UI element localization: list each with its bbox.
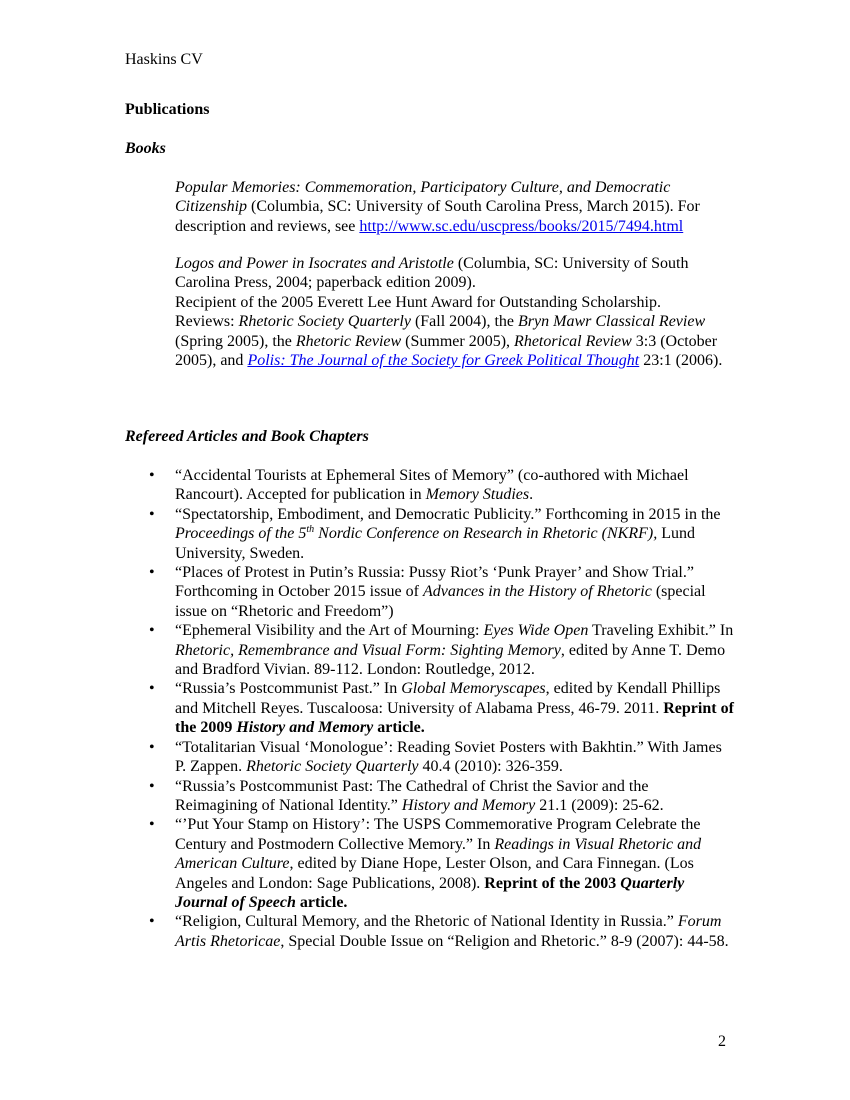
item-text: 21.1 (2009): 25-62. bbox=[535, 796, 664, 814]
bullet-icon: • bbox=[149, 564, 155, 582]
item-text: Traveling Exhibit.” In bbox=[588, 622, 734, 640]
review-text: (Spring 2005), the bbox=[175, 332, 296, 350]
list-item bbox=[149, 563, 735, 621]
item-text: “Places of Protest in Putin’s Russia: Pussy Riot’s ‘Punk Prayer’ and Show Trial.” Forthcoming in October 2015 issue of bbox=[175, 564, 694, 601]
list-item bbox=[149, 777, 735, 816]
item-venue: Global Memoryscapes bbox=[401, 680, 546, 698]
polis-link[interactable]: Polis: The Journal of the Society for Greek Political Thought bbox=[247, 352, 640, 370]
item-text: (special issue on “Rhetoric and Freedom”) bbox=[175, 583, 706, 620]
bullet-icon: • bbox=[149, 913, 155, 931]
review-venue: Bryn Mawr Classical Review bbox=[518, 313, 706, 331]
list-item bbox=[149, 912, 735, 951]
item-venue: Quarterly Journal of Speech bbox=[175, 874, 685, 911]
item-text: , edited by Diane Hope, Lester Olson, and Cara Finnegan. (Los Angeles and London: Sage Publications, 2008). bbox=[175, 855, 694, 892]
bullet-icon: • bbox=[149, 622, 155, 640]
book-entry bbox=[175, 254, 735, 370]
item-text: “Religion, Cultural Memory, and the Rhetoric of National Identity in Russia.” bbox=[175, 913, 678, 931]
reprint-note: article. bbox=[373, 719, 425, 737]
book-entry bbox=[175, 178, 735, 236]
reviews-intro: Reviews: bbox=[175, 313, 239, 331]
reprint-note: Reprint of the 2009 bbox=[175, 699, 734, 737]
award-text: Recipient of the 2005 Everett Lee Hunt Award for Outstanding Scholarship. bbox=[175, 293, 661, 311]
item-text: “Accidental Tourists at Ephemeral Sites of Memory” (co-authored with Michael Rancourt). Accepted for publication in bbox=[175, 467, 689, 504]
book-details: (Columbia, SC: University of South Carolina Press, March 2015). For description and reviews, see bbox=[175, 198, 700, 235]
bullet-icon: • bbox=[149, 816, 155, 834]
book-details: (Columbia, SC: University of South Carolina Press, 2004; paperback edition 2009). bbox=[175, 255, 689, 292]
list-item bbox=[149, 815, 735, 912]
item-text: , edited by Kendall Phillips and Mitchell Reyes. Tuscaloosa: University of Alabama Press, 46-79. 2011. bbox=[175, 680, 721, 717]
item-venue: Memory Studies bbox=[425, 486, 530, 504]
item-text: “Ephemeral Visibility and the Art of Mourning: bbox=[175, 622, 484, 640]
review-text: 3:3 (October 2005), and bbox=[175, 332, 718, 370]
section-heading-publications: Publications bbox=[125, 101, 210, 118]
item-text: “Russia’s Postcommunist Past.” In bbox=[175, 680, 402, 698]
item-venue: History and Memory bbox=[401, 796, 536, 814]
item-text: . bbox=[529, 486, 534, 504]
bullet-icon: • bbox=[149, 505, 155, 523]
item-text: Lund University, Sweden. bbox=[175, 525, 695, 562]
list-item bbox=[149, 466, 735, 505]
item-text: “’Put Your Stamp on History’: The USPS Commemorative Program Celebrate the Century and Postmodern Collective Memory.” In bbox=[175, 816, 701, 853]
item-venue: Eyes Wide Open bbox=[483, 622, 589, 640]
review-venue: Rhetoric Review bbox=[295, 332, 402, 350]
item-venue: Forum Artis Rhetoricae bbox=[175, 913, 722, 950]
review-venue: Rhetorical Review bbox=[514, 332, 632, 350]
reprint-note: article. bbox=[295, 893, 348, 911]
item-venue: Readings in Visual Rhetoric and American Culture bbox=[175, 835, 702, 873]
bullet-icon: • bbox=[149, 680, 155, 698]
item-text: , edited by Anne T. Demo and Bradford Vivian. 89-112. London: Routledge, 2012. bbox=[175, 641, 726, 679]
bullet-icon: • bbox=[149, 467, 155, 484]
superscript: th bbox=[306, 524, 315, 536]
article-list bbox=[149, 466, 735, 951]
book-title: Popular Memories: Commemoration, Participatory Culture, and Democratic Citizenship bbox=[175, 179, 671, 216]
item-venue: Proceedings of the 5 bbox=[175, 525, 307, 543]
item-venue: Rhetoric, Remembrance and Visual Form: Sighting Memory bbox=[175, 641, 561, 659]
list-item bbox=[149, 505, 735, 563]
item-text: “Russia’s Postcommunist Past: The Cathedral of Christ the Savior and the Reimagining of National Identity.” bbox=[175, 777, 649, 814]
item-venue: Advances in the History of Rhetoric bbox=[422, 583, 652, 601]
list-item bbox=[149, 679, 735, 737]
item-venue: Rhetoric Society Quarterly bbox=[246, 758, 419, 776]
reprint-note: Reprint of the 2003 bbox=[484, 874, 621, 892]
item-venue: Nordic Conference on Research in Rhetoric (NKRF), bbox=[314, 525, 658, 543]
book-link[interactable]: http://www.sc.edu/uscpress/books/2015/7494.html bbox=[359, 217, 684, 235]
item-venue: History and Memory bbox=[236, 719, 374, 737]
review-text: 23:1 (2006). bbox=[639, 352, 723, 370]
list-item bbox=[149, 738, 735, 777]
review-text: (Fall 2004), the bbox=[410, 313, 519, 331]
review-text: (Summer 2005), bbox=[401, 332, 515, 350]
bullet-icon: • bbox=[149, 777, 155, 795]
section-heading-books: Books bbox=[125, 140, 166, 157]
bullet-icon: • bbox=[149, 738, 155, 756]
item-text: “Totalitarian Visual ‘Monologue’: Reading Soviet Posters with Bakhtin.” With James P. Zappen. bbox=[175, 738, 722, 776]
book-title: Logos and Power in Isocrates and Aristotle bbox=[175, 255, 454, 272]
item-text: , Special Double Issue on “Religion and Rhetoric.” 8-9 (2007): 44-58. bbox=[280, 932, 729, 950]
review-venue: Rhetoric Society Quarterly bbox=[238, 313, 411, 331]
item-text: 40.4 (2010): 326-359. bbox=[418, 758, 563, 776]
list-item bbox=[149, 621, 735, 679]
page-number: 2 bbox=[718, 1033, 726, 1050]
running-header: Haskins CV bbox=[125, 51, 203, 68]
item-text: “Spectatorship, Embodiment, and Democratic Publicity.” Forthcoming in 2015 in the bbox=[175, 505, 721, 523]
section-heading-refereed: Refereed Articles and Book Chapters bbox=[125, 428, 369, 445]
